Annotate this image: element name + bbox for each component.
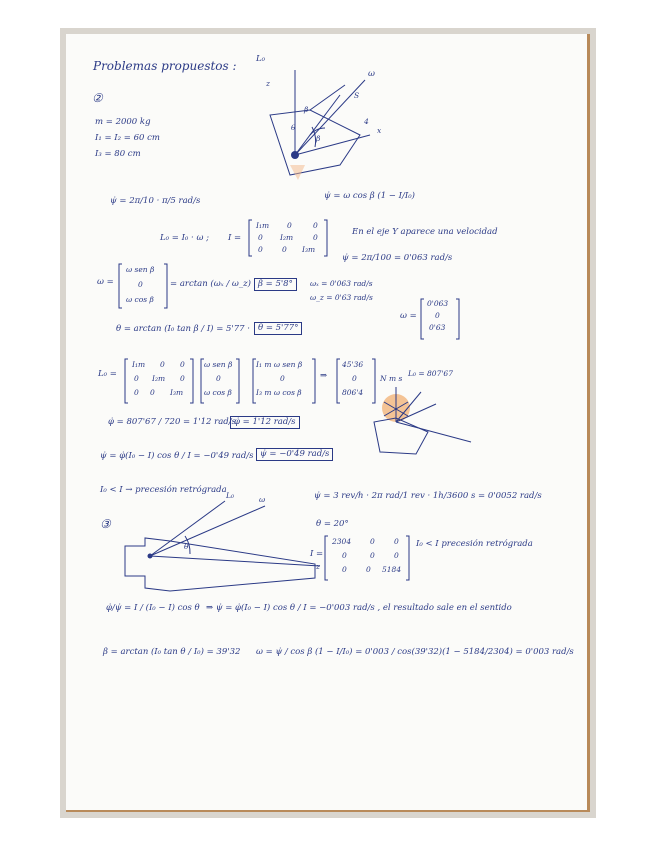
i-m-31: 0 bbox=[258, 245, 263, 254]
psi-equation: φ̇ = 807'67 / 720 = 1'12 rad/s bbox=[108, 417, 236, 427]
i-m-32: 0 bbox=[282, 245, 287, 254]
p3-i-23: 0 bbox=[394, 551, 399, 560]
page-title: Problemas propuestos : bbox=[93, 59, 237, 73]
l0-m-31: 0 bbox=[134, 388, 139, 397]
l0-vec1-y: 0 bbox=[216, 374, 221, 383]
psi2-equation: ψ̇ = φ̇(I₀ − I) cos θ / I = −0'49 rad/s bbox=[100, 451, 254, 461]
cone-outline bbox=[270, 110, 360, 175]
psi-relation: ψ̇ = ω cos β (1 − I/I₀) bbox=[324, 191, 415, 201]
p3-beta-equation: β = arctan (I₀ tan θ / I₀) = 39'32 bbox=[103, 647, 241, 657]
i-m-12: 0 bbox=[287, 221, 292, 230]
s-axis-line bbox=[295, 95, 340, 155]
p3-i-12: 0 bbox=[370, 537, 375, 546]
problem-3-number: ③ bbox=[100, 517, 111, 531]
omega-vector-x: ω sen β bbox=[126, 265, 155, 274]
precession-diagram bbox=[366, 382, 476, 462]
p3-diagram-l0-label: L₀ bbox=[226, 491, 234, 500]
psi-dot-equation: ψ̇ = 2π/10 · π/5 rad/s bbox=[110, 196, 201, 206]
l0-vec3-x: 45'36 bbox=[342, 360, 364, 369]
l0-vec1-x: ω sen β bbox=[204, 360, 233, 369]
p3-diagram-axis-label: z bbox=[316, 562, 320, 571]
implies-arrow: ⇒ bbox=[320, 371, 328, 381]
precession-note: I₀ < I → precesión retrógrada bbox=[100, 485, 227, 495]
p3-i-33: 5184 bbox=[382, 565, 402, 574]
omega-vector-y: 0 bbox=[138, 280, 143, 289]
l0-vec3-y: 0 bbox=[352, 374, 357, 383]
given-mass: m = 2000 kg bbox=[95, 117, 151, 127]
omega-result-label: ω = bbox=[400, 311, 417, 321]
l0-m-11: I₁m bbox=[132, 360, 146, 369]
l0-matrix-label: L₀ = bbox=[98, 369, 117, 379]
omega-vector-z: ω cos β bbox=[126, 295, 154, 304]
p3-theta: θ = 20° bbox=[316, 519, 349, 529]
y-axis-note: En el eje Y aparece una velocidad bbox=[352, 227, 498, 237]
p3-diagram-omega-label: ω bbox=[259, 495, 266, 504]
beta-result-box: β = 5'8° bbox=[254, 278, 297, 291]
diagram-x-label: x bbox=[377, 126, 382, 135]
diagram-beta-label: β bbox=[304, 105, 309, 114]
omega-result-y: 0 bbox=[435, 311, 440, 320]
diagram-theta-label: θ bbox=[291, 123, 296, 132]
omega-vector-label: ω = bbox=[97, 277, 114, 287]
l0-m-32: 0 bbox=[150, 388, 155, 397]
i-m-13: 0 bbox=[313, 221, 318, 230]
phi-dot-value: ψ̇ = 2π/100 = 0'063 rad/s bbox=[342, 253, 453, 263]
problem-2-number: ② bbox=[92, 91, 103, 105]
p3-diagram-theta-label: θ bbox=[184, 542, 189, 551]
p3-i-21: 0 bbox=[342, 551, 347, 560]
theta-result-box: θ = 5'77° bbox=[254, 322, 302, 335]
diagram-l0-label: L₀ bbox=[256, 54, 266, 64]
omega-z-value: ω_z = 0'63 rad/s bbox=[310, 293, 373, 302]
l0-m-23: 0 bbox=[180, 374, 185, 383]
l0-vec2-z: I₃ m ω cos β bbox=[256, 388, 302, 397]
l0-m-22: I₂m bbox=[152, 374, 166, 383]
p3-i-13: 0 bbox=[394, 537, 399, 546]
i-m-21: 0 bbox=[258, 233, 263, 242]
diagram-alpha-label: β bbox=[316, 134, 321, 143]
p3-inertia-label: I = bbox=[310, 549, 324, 559]
psi2-result-box: ψ̇ = −0'49 rad/s bbox=[256, 448, 333, 461]
l0-equation: L₀ = I₀ · ω ; bbox=[160, 233, 209, 243]
l0-magnitude: L₀ = 807'67 bbox=[408, 369, 453, 378]
diagram-n-label: 4 bbox=[364, 117, 369, 126]
l0-vec2-x: I₁ m ω sen β bbox=[256, 360, 303, 369]
omega-x-value: ωₓ = 0'063 rad/s bbox=[310, 279, 373, 288]
l0-m-12: 0 bbox=[160, 360, 165, 369]
i-m-23: 0 bbox=[313, 233, 318, 242]
inertia-label: I = bbox=[228, 233, 242, 243]
l0-units: N m s bbox=[380, 374, 403, 383]
problem-3-diagram bbox=[115, 496, 325, 596]
l0-vec2-y: 0 bbox=[280, 374, 285, 383]
p3-psi-dot-equation: ψ̇ = 3 rev/h · 2π rad/1 rev · 1h/3600 s = 0'0052 rad/s bbox=[314, 491, 542, 501]
p3-omega-equation: ω = ψ̇ / cos β (1 − I/I₀) = 0'003 / cos(39'32)(1 − 5184/2304) = 0'003 rad/s bbox=[256, 647, 574, 657]
top-diagram bbox=[250, 55, 380, 180]
l0-m-13: 0 bbox=[180, 360, 185, 369]
x-axis-line bbox=[295, 135, 370, 155]
arctan-equation: = arctan (ωₓ / ω_z) bbox=[170, 279, 251, 289]
diagram-s-label: S bbox=[354, 91, 360, 100]
p3-i-32: 0 bbox=[366, 565, 371, 574]
omega-result-z: 0'63 bbox=[429, 323, 446, 332]
diagram-omega-label: ω bbox=[368, 69, 375, 79]
l0-m-21: 0 bbox=[134, 374, 139, 383]
omega-result-x: 0'063 bbox=[427, 299, 449, 308]
l0-vec3-z: 806'4 bbox=[342, 388, 364, 397]
l0-m-33: I₃m bbox=[170, 388, 184, 397]
p3-psi-equation: ⇒ ψ̇ = φ̇(I₀ − I) cos θ / I = −0'003 rad/s , el resultado sale en el sentido bbox=[206, 603, 512, 613]
p3-i-11: 2304 bbox=[332, 537, 352, 546]
p3-i-22: 0 bbox=[370, 551, 375, 560]
i-m-11: I₁m bbox=[256, 221, 270, 230]
origin-dot bbox=[291, 151, 299, 159]
i-m-33: I₃m bbox=[302, 245, 316, 254]
i-m-22: I₂m bbox=[280, 233, 294, 242]
p3-i-31: 0 bbox=[342, 565, 347, 574]
psi-result-box: φ̇ = 1'12 rad/s bbox=[230, 416, 300, 429]
diagram-z-label: z bbox=[266, 79, 270, 88]
l0-vec1-z: ω cos β bbox=[204, 388, 232, 397]
given-i1-i2: I₁ = I₂ = 60 cm bbox=[95, 133, 160, 143]
p3-precession-note: I₀ < I precesión retrógrada bbox=[416, 539, 533, 549]
given-i3: I₃ = 80 cm bbox=[95, 149, 141, 159]
p3-ratio-equation: φ̇/ψ̇ = I / (I₀ − I) cos θ bbox=[106, 603, 200, 613]
theta-equation: θ = arctan (I₀ tan β / I) = 5'77 · bbox=[116, 324, 250, 334]
